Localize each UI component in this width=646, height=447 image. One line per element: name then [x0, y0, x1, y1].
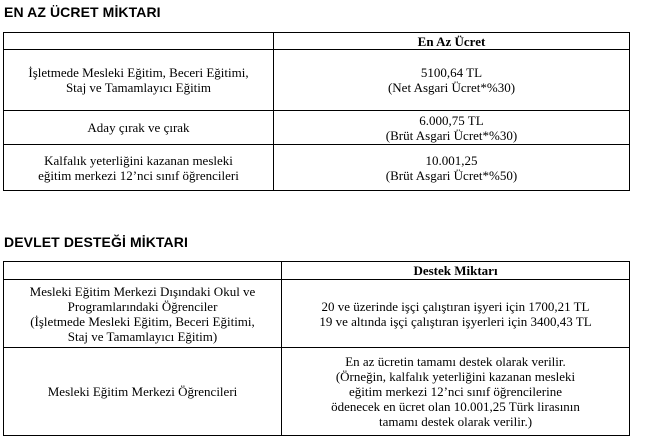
- table-header-row: [4, 262, 630, 280]
- row-value-line: 5100,64 TL: [420, 65, 483, 80]
- row-value-line: (Brüt Asgari Ücret*%30): [385, 127, 518, 143]
- row-value-line: (Örneğin, kalfalık yeterliğini kazanan mesleki: [335, 369, 576, 384]
- row-value: [282, 280, 630, 348]
- table-row: [4, 111, 630, 145]
- row-label-line: Kalfalık yeterliğini kazanan mesleki: [44, 152, 233, 168]
- row-label: [4, 111, 274, 145]
- state-support-table: [3, 261, 630, 436]
- row-value: [282, 348, 630, 436]
- header-support-amount: Destek Miktarı: [282, 262, 630, 280]
- row-value-line: tamamı destek olarak verilir.): [378, 414, 533, 429]
- row-value-line: 10.001,25: [425, 152, 478, 168]
- row-label: [4, 280, 282, 348]
- row-value-line: 6.000,75 TL: [419, 112, 484, 128]
- row-value-line: ödenecek en ücret olan 10.001,25 Türk lirasının: [331, 399, 580, 414]
- row-label-line: Mesleki Eğitim Merkezi Dışındaki Okul ve: [29, 283, 256, 299]
- row-label-line: eğitim merkezi 12’nci sınıf öğrencileri: [38, 167, 239, 183]
- row-value-line: (Net Asgari Ücret*%30): [387, 80, 516, 95]
- row-label-line: İşletmede Mesleki Eğitim, Beceri Eğitimi,: [28, 65, 249, 80]
- table-row: [4, 145, 630, 191]
- section-title-state-support: DEVLET DESTEĞİ MİKTARI: [4, 234, 188, 250]
- row-label-line: Staj ve Tamamlayıcı Eğitim): [67, 328, 218, 344]
- row-label-line: Staj ve Tamamlayıcı Eğitim: [65, 80, 212, 95]
- header-empty-cell: [4, 33, 274, 50]
- row-label-line: Aday çırak ve çırak: [87, 120, 190, 135]
- row-label: [4, 145, 274, 191]
- table-header-row: [4, 33, 630, 50]
- row-value-line: 20 ve üzerinde işçi çalıştıran işyeri için 1700,21 TL: [321, 298, 590, 314]
- row-value: [274, 145, 630, 191]
- row-label-line: Mesleki Eğitim Merkezi Öğrencileri: [47, 384, 238, 399]
- row-label-line: (İşletmede Mesleki Eğitim, Beceri Eğitimi,: [30, 313, 255, 329]
- table-row: [4, 348, 630, 436]
- table-row: [4, 280, 630, 348]
- minimum-wage-table: [3, 32, 630, 191]
- table-row: [4, 50, 630, 111]
- row-value: [274, 111, 630, 145]
- row-value-line: En az ücretin tamamı destek olarak verilir.: [345, 354, 566, 369]
- section-title-minimum-wage: EN AZ ÜCRET MİKTARI: [4, 4, 161, 20]
- row-label: [4, 348, 282, 436]
- row-value-line: 19 ve altında işçi çalıştıran işyerleri için 3400,43 TL: [319, 313, 592, 329]
- row-value-line: eğitim merkezi 12’nci sınıf öğrencilerine: [349, 384, 562, 399]
- header-empty-cell: [4, 262, 282, 280]
- row-value: [274, 50, 630, 111]
- row-value-line: (Brüt Asgari Ücret*%50): [385, 167, 518, 183]
- row-label: [4, 50, 274, 111]
- row-label-line: Programlarındaki Öğrenciler: [67, 298, 218, 314]
- header-minimum-wage: En Az Ücret: [274, 33, 630, 50]
